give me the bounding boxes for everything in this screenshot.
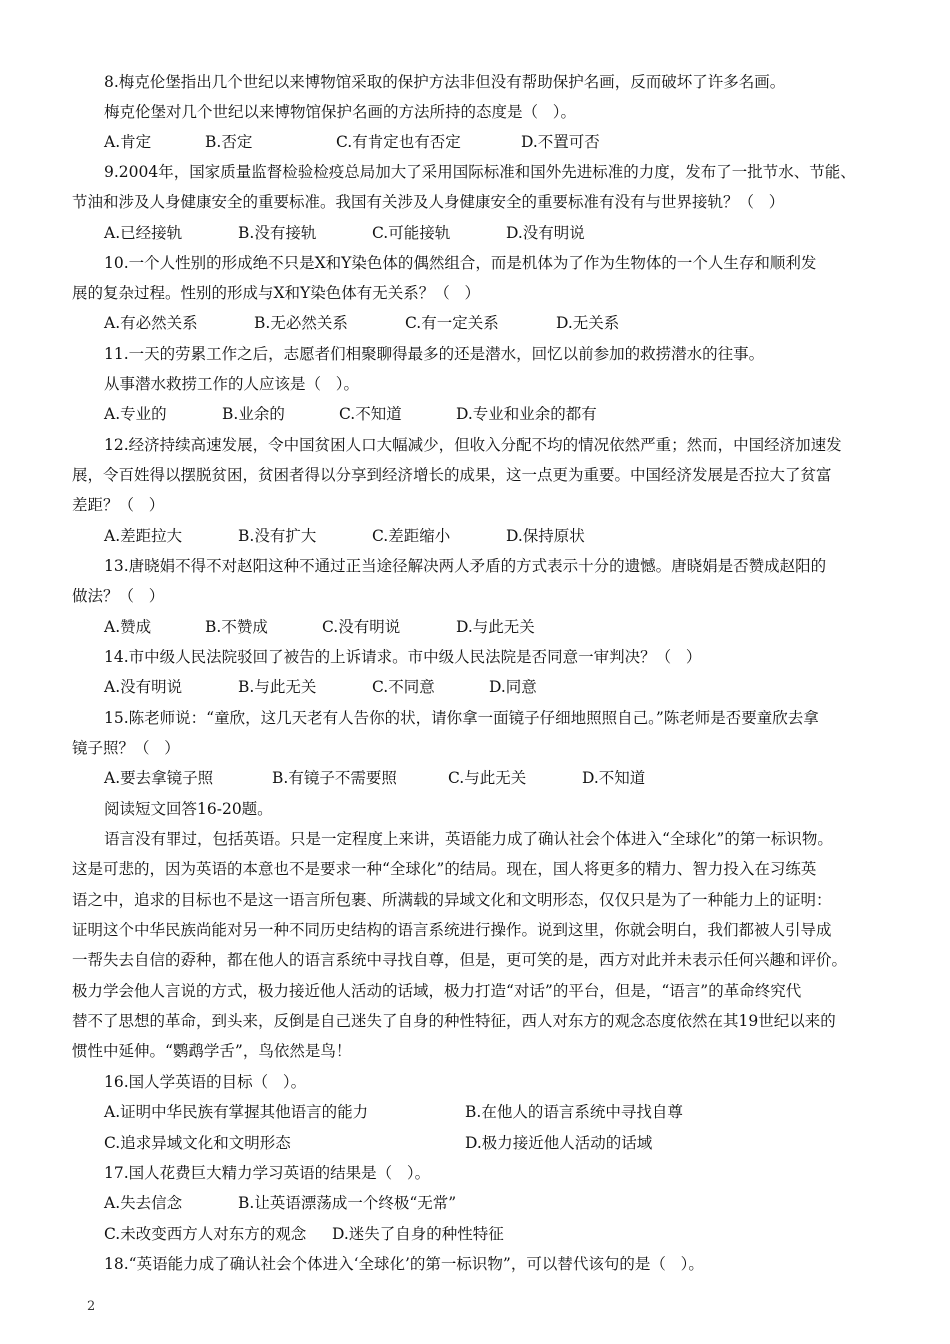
question-10-option-d: D.无关系 xyxy=(556,314,620,332)
passage-line: 语言没有罪过，包括英语。只是一定程度上来讲，英语能力成了确认社会个体进入“全球化”的第一标识物。 xyxy=(104,830,833,848)
question-16-option-c: C.追求异域文化和文明形态 xyxy=(104,1134,291,1152)
question-16-option-a: A.证明中华民族有掌握其他语言的能力 xyxy=(104,1103,369,1121)
passage-line: 语之中，追求的目标也不是这一语言所包裹、所满载的异域文化和文明形态，仅仅只是为了一种能力上的证明： xyxy=(72,891,832,909)
question-12-stem-cont: 展，令百姓得以摆脱贫困，贫困者得以分享到经济增长的成果，这一点更为重要。中国经济发展是否拉大了贫富 xyxy=(72,466,832,484)
question-13-option-c: C.没有明说 xyxy=(322,618,401,636)
question-10-option-b: B.无必然关系 xyxy=(254,314,348,332)
passage-line: 一帮失去自信的孬种，都在他人的语言系统中寻找自尊，但是，更可笑的是，西方对此并未表示任何兴趣和评价。 xyxy=(72,951,848,969)
passage-line: 极力学会他人言说的方式，极力接近他人活动的话域，极力打造“对话”的平台，但是，“语言”的革命终究代 xyxy=(72,982,802,1000)
question-8-option-a: A.肯定 xyxy=(104,133,152,151)
question-10-stem-cont: 展的复杂过程。性别的形成与X和Y染色体有无关系？（ ） xyxy=(72,284,481,302)
question-11-option-c: C.不知道 xyxy=(339,405,402,423)
question-11-option-d: D.专业和业余的都有 xyxy=(456,405,597,423)
question-8-option-d: D.不置可否 xyxy=(521,133,600,151)
question-14-option-a: A.没有明说 xyxy=(104,678,183,696)
question-15-option-b: B.有镜子不需要照 xyxy=(272,769,397,787)
question-10-stem: 10.一个人性别的形成绝不只是X和Y染色体的偶然组合，而是机体为了作为生物体的一个人生存和顺利发 xyxy=(104,254,817,272)
question-13-option-a: A.赞成 xyxy=(104,618,152,636)
question-9-option-a: A.已经接轨 xyxy=(104,224,183,242)
question-13-stem: 13.唐晓娟不得不对赵阳这种不通过正当途径解决两人矛盾的方式表示十分的遗憾。唐晓娟是否赞成赵阳的 xyxy=(104,557,827,575)
question-14-option-d: D.同意 xyxy=(489,678,537,696)
question-12-stem-end: 差距？（ ） xyxy=(72,496,165,514)
question-12-option-a: A.差距拉大 xyxy=(104,527,183,545)
question-16-option-b: B.在他人的语言系统中寻找自尊 xyxy=(465,1103,683,1121)
question-9-stem-cont: 节油和涉及人身健康安全的重要标准。我国有关涉及人身健康安全的重要标准有没有与世界接轨？（ ） xyxy=(72,193,785,211)
passage-line: 证明这个中华民族尚能对另一种不同历史结构的语言系统进行操作。说到这里，你就会明白，我们都被人引导成 xyxy=(72,921,832,939)
question-16-stem: 16.国人学英语的目标（ ）。 xyxy=(104,1073,307,1091)
passage-line: 惯性中延伸。“鹦鹉学舌”，鸟依然是鸟！ xyxy=(72,1042,352,1060)
question-14-option-c: C.不同意 xyxy=(372,678,435,696)
question-12-option-b: B.没有扩大 xyxy=(238,527,317,545)
question-15-option-d: D.不知道 xyxy=(582,769,646,787)
question-15-option-a: A.要去拿镜子照 xyxy=(104,769,214,787)
question-15-stem-cont: 镜子照？（ ） xyxy=(72,739,180,757)
question-17-option-b: B.让英语漂荡成一个终极“无常” xyxy=(238,1194,457,1212)
question-8-prompt: 梅克伦堡对几个世纪以来博物馆保护名画的方法所持的态度是（ ）。 xyxy=(104,103,577,121)
question-17-stem: 17.国人花费巨大精力学习英语的结果是（ ）。 xyxy=(104,1164,431,1182)
question-17-option-c: C.未改变西方人对东方的观念 xyxy=(104,1225,307,1243)
question-13-stem-cont: 做法？（ ） xyxy=(72,587,165,605)
question-13-option-b: B.不赞成 xyxy=(205,618,268,636)
question-8-option-b: B.否定 xyxy=(205,133,253,151)
question-8-stem: 8.梅克伦堡指出几个世纪以来博物馆采取的保护方法非但没有帮助保护名画，反而破坏了许多名画。 xyxy=(104,73,786,91)
question-16-option-d: D.极力接近他人活动的话域 xyxy=(465,1134,653,1152)
question-17-option-a: A.失去信念 xyxy=(104,1194,183,1212)
passage-line: 替不了思想的革命，到头来，反倒是自己迷失了自身的种性特征，西人对东方的观念态度依然在其19世纪以来的 xyxy=(72,1012,836,1030)
question-11-stem: 11.一天的劳累工作之后，志愿者们相聚聊得最多的还是潜水，回忆以前参加的救捞潜水的往事。 xyxy=(104,345,765,363)
question-14-option-b: B.与此无关 xyxy=(238,678,317,696)
question-10-option-c: C.有一定关系 xyxy=(405,314,499,332)
question-9-option-d: D.没有明说 xyxy=(506,224,585,242)
question-13-option-d: D.与此无关 xyxy=(456,618,535,636)
reading-intro: 阅读短文回答16-20题。 xyxy=(104,800,273,818)
question-8-option-c: C.有肯定也有否定 xyxy=(336,133,461,151)
question-12-option-c: C.差距缩小 xyxy=(372,527,451,545)
question-11-option-a: A.专业的 xyxy=(104,405,167,423)
question-12-stem: 12.经济持续高速发展，令中国贫困人口大幅减少，但收入分配不均的情况依然严重；然而，中国经济加速发 xyxy=(104,436,842,454)
question-15-stem: 15.陈老师说：“童欣，这几天老有人告你的状，请你拿一面镜子仔细地照照自己。”陈老师是否要童欣去拿 xyxy=(104,709,819,727)
question-9-option-c: C.可能接轨 xyxy=(372,224,451,242)
question-11-option-b: B.业余的 xyxy=(222,405,285,423)
page-number: 2 xyxy=(87,1299,96,1314)
question-9-option-b: B.没有接轨 xyxy=(238,224,317,242)
question-11-prompt: 从事潜水救捞工作的人应该是（ ）。 xyxy=(104,375,360,393)
question-17-option-d: D.迷失了自身的种性特征 xyxy=(332,1225,504,1243)
question-12-option-d: D.保持原状 xyxy=(506,527,585,545)
question-15-option-c: C.与此无关 xyxy=(448,769,527,787)
question-14-stem: 14.市中级人民法院驳回了被告的上诉请求。市中级人民法院是否同意一审判决？（ ） xyxy=(104,648,702,666)
question-9-stem: 9.2004年，国家质量监督检验检疫总局加大了采用国际标准和国外先进标准的力度，发布了一批节水、节能、 xyxy=(104,163,856,181)
question-18-stem: 18.“英语能力成了确认社会个体进入‘全球化’的第一标识物”，可以替代该句的是（ ）。 xyxy=(104,1255,704,1273)
passage-line: 这是可悲的，因为英语的本意也不是要求一种“全球化”的结局。现在，国人将更多的精力、智力投入在习练英 xyxy=(72,860,817,878)
question-10-option-a: A.有必然关系 xyxy=(104,314,198,332)
